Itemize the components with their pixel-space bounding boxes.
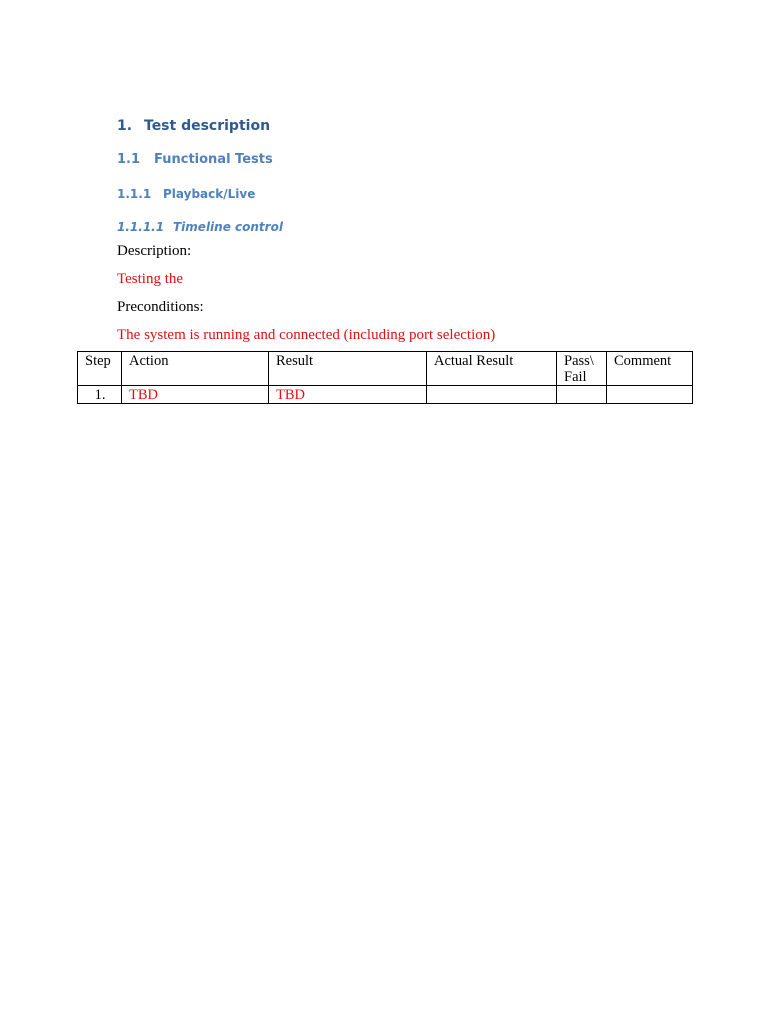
header-actual-result: Actual Result bbox=[427, 352, 557, 386]
header-result: Result bbox=[269, 352, 427, 386]
header-action: Action bbox=[122, 352, 269, 386]
description-label: Description: bbox=[117, 243, 192, 259]
header-pass-fail bbox=[557, 352, 607, 386]
cell-actual-result bbox=[427, 386, 557, 404]
header-comment: Comment bbox=[607, 352, 693, 386]
preconditions-label: Preconditions: bbox=[117, 299, 204, 315]
header-pass: Pass\ bbox=[564, 353, 594, 369]
heading-text: Test description bbox=[144, 118, 271, 134]
header-step: Step bbox=[78, 352, 122, 386]
table-header-row bbox=[78, 352, 693, 386]
heading-functional-tests bbox=[117, 152, 273, 167]
heading-number: 1. bbox=[117, 118, 133, 134]
preconditions-text: The system is running and connected (including port selection) bbox=[117, 327, 496, 343]
heading-timeline-control bbox=[117, 220, 283, 234]
heading-number: 1.1.1.1 bbox=[117, 220, 165, 234]
description-text: Testing the bbox=[117, 271, 184, 287]
heading-text: Playback/Live bbox=[163, 187, 256, 201]
cell-action: TBD bbox=[122, 386, 269, 404]
heading-number: 1.1.1 bbox=[117, 187, 152, 201]
cell-pass-fail bbox=[557, 386, 607, 404]
table-row bbox=[78, 386, 693, 404]
heading-test-description bbox=[117, 118, 270, 134]
header-fail: Fail bbox=[564, 369, 587, 385]
cell-comment bbox=[607, 386, 693, 404]
cell-result: TBD bbox=[269, 386, 427, 404]
cell-step: 1. bbox=[78, 386, 122, 404]
heading-number: 1.1 bbox=[117, 152, 141, 167]
heading-playback-live bbox=[117, 187, 255, 201]
test-steps-table bbox=[77, 351, 693, 404]
heading-text: Functional Tests bbox=[154, 152, 273, 167]
heading-text: Timeline control bbox=[173, 220, 283, 234]
